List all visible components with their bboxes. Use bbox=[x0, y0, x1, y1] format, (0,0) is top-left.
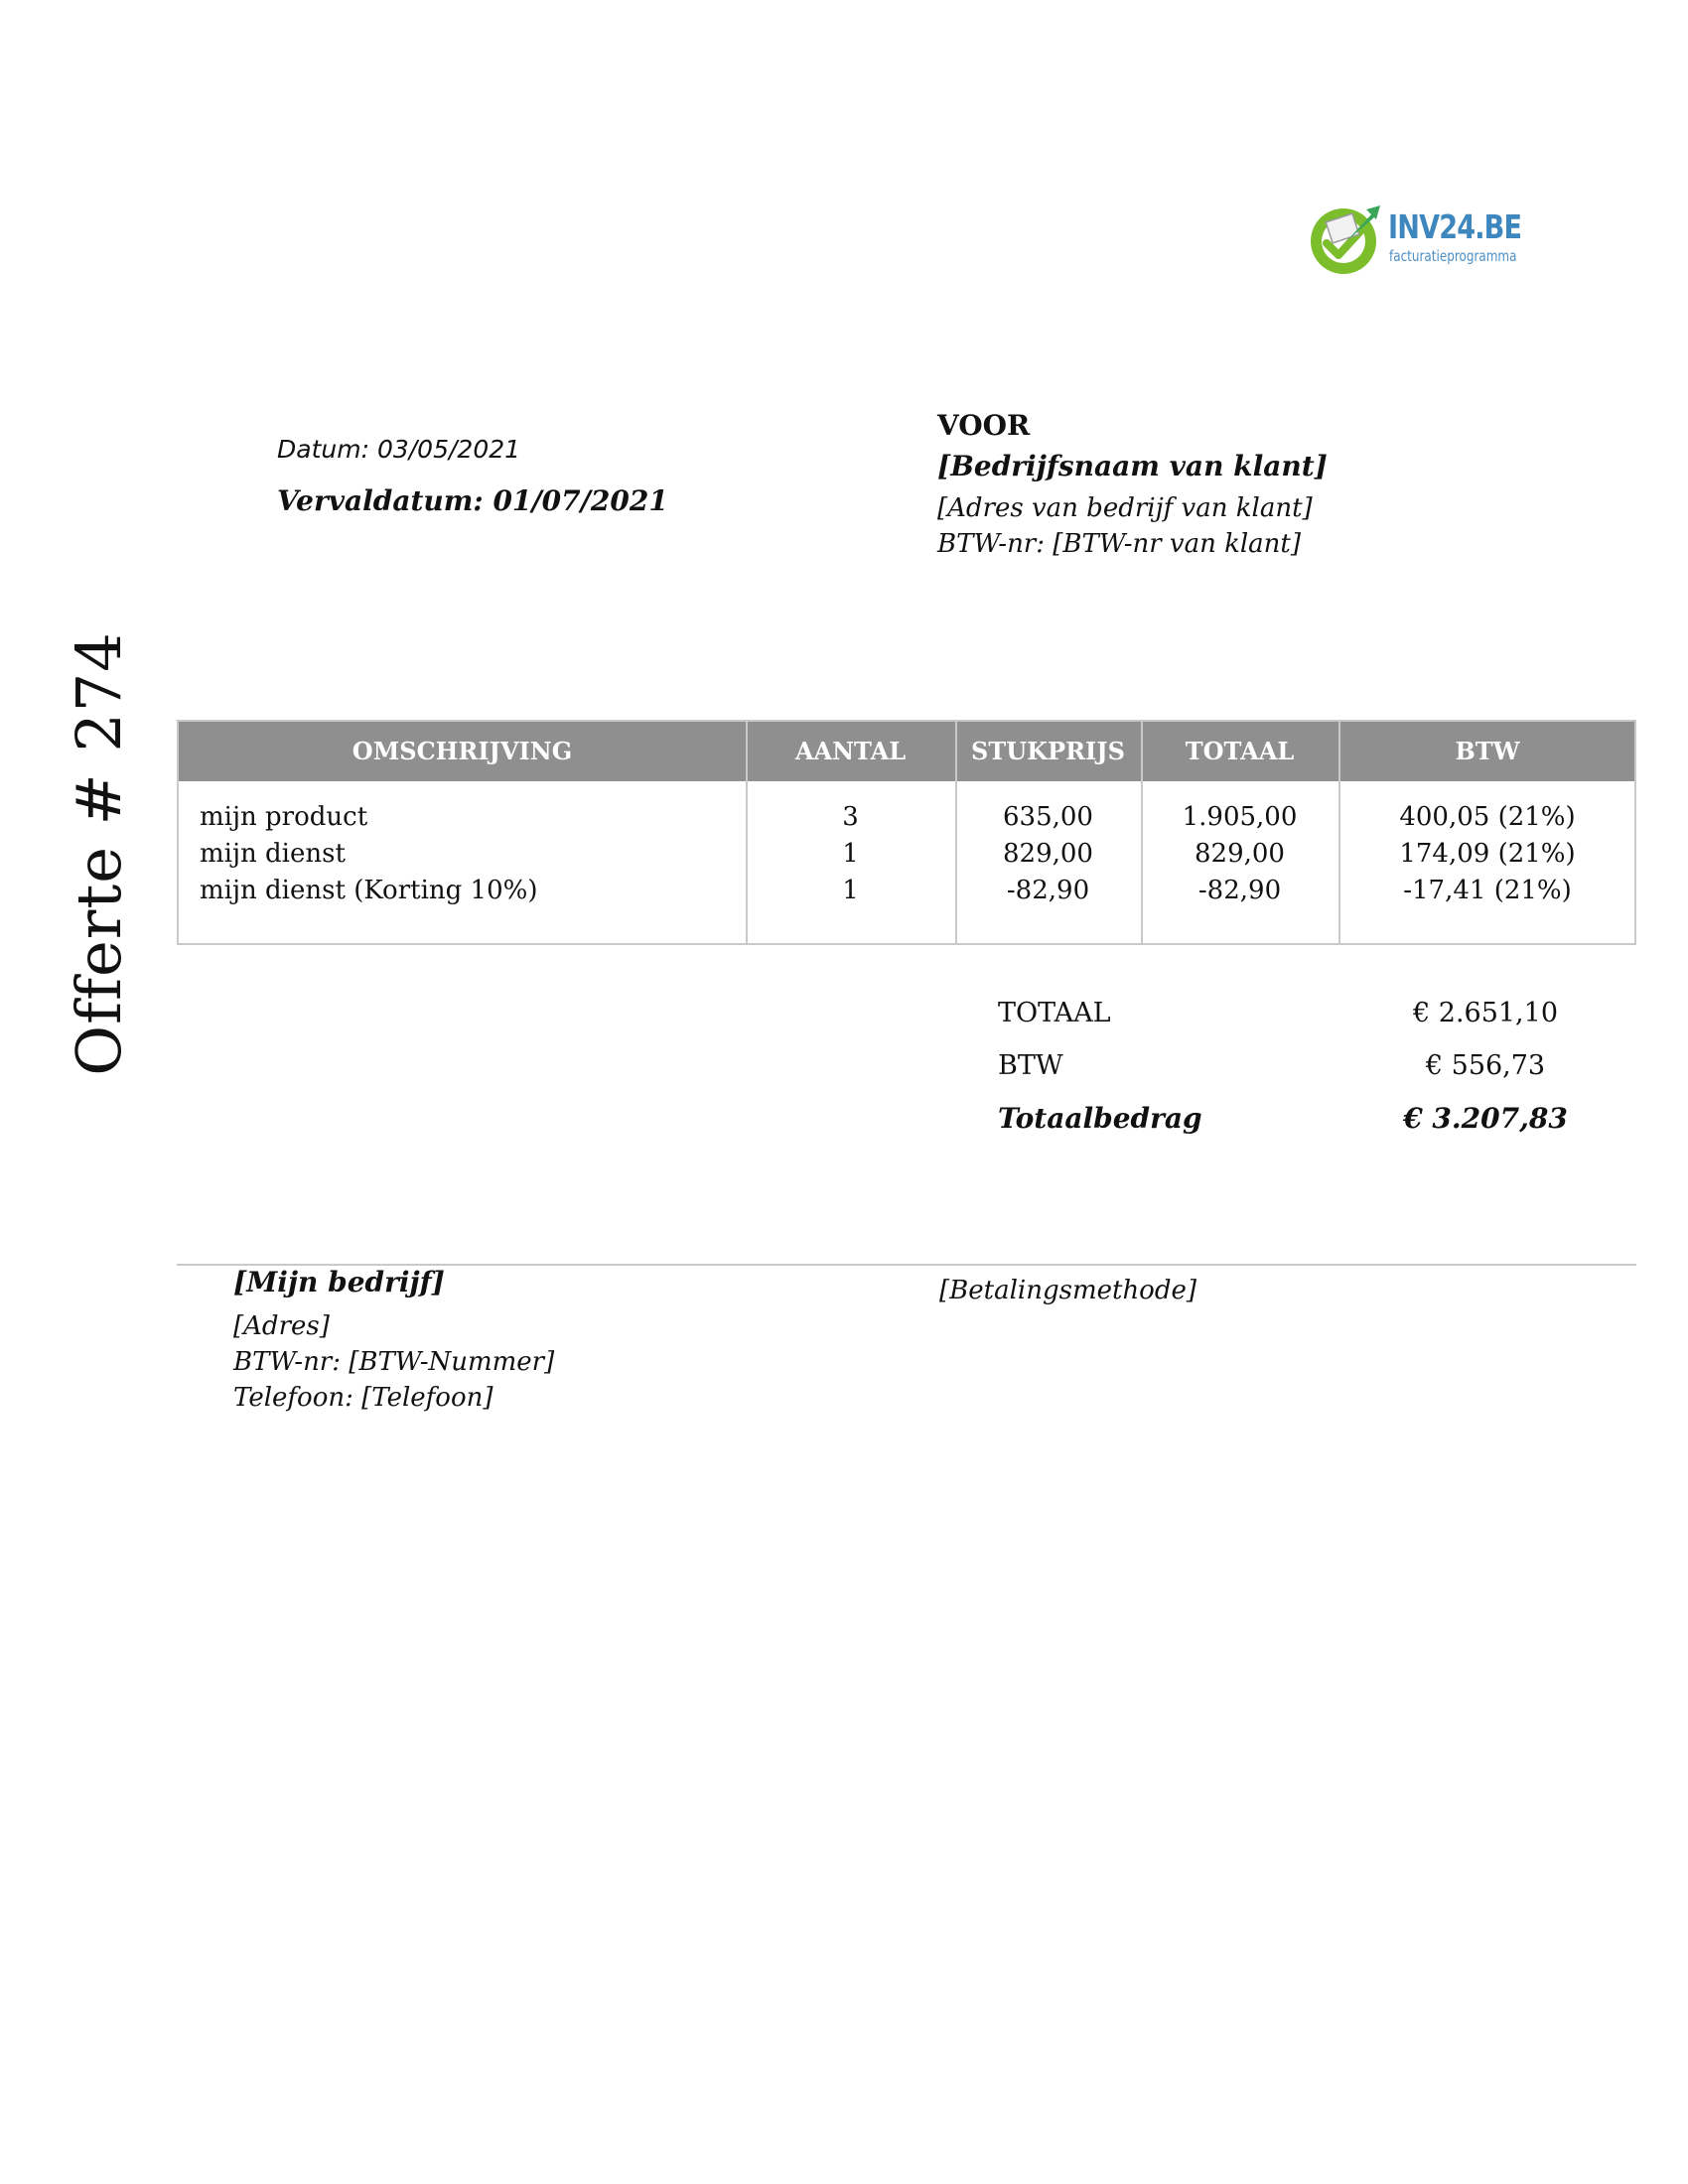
sender-phone: Telefoon: [Telefoon] bbox=[233, 1383, 493, 1413]
vat-total-label: BTW bbox=[998, 1050, 1063, 1081]
document-title: Offerte # 274 bbox=[63, 631, 135, 1076]
client-company: [Bedrijfsnaam van klant] bbox=[937, 450, 1328, 482]
header-total: TOTAAL bbox=[1185, 737, 1295, 765]
items-table bbox=[177, 720, 1636, 945]
grand-total-label: Totaalbedrag bbox=[998, 1102, 1202, 1135]
header-unit-price: STUKPRIJS bbox=[971, 737, 1125, 765]
sender-address: [Adres] bbox=[233, 1311, 330, 1341]
due-date: Vervaldatum: 01/07/2021 bbox=[277, 484, 668, 517]
row-description: mijn dienst (Korting 10%) bbox=[200, 876, 538, 905]
logo-name: INV24.BE bbox=[1388, 207, 1522, 246]
row-quantity: 1 bbox=[842, 876, 859, 905]
header-quantity: AANTAL bbox=[794, 737, 907, 765]
client-heading: VOOR bbox=[937, 409, 1031, 442]
payment-method: [Betalingsmethode] bbox=[939, 1276, 1197, 1305]
vat-total-value: € 556,73 bbox=[1425, 1050, 1546, 1081]
row-unit-price: -82,90 bbox=[1006, 876, 1090, 905]
sender-block bbox=[233, 1266, 554, 1416]
subtotal-value: € 2.651,10 bbox=[1413, 998, 1558, 1028]
company-logo bbox=[1309, 202, 1522, 281]
row-total: -82,90 bbox=[1197, 876, 1282, 905]
document-date: Datum: 03/05/2021 bbox=[277, 435, 521, 464]
logo-tagline: facturatieprogramma bbox=[1389, 247, 1517, 265]
grand-total-value: € 3.207,83 bbox=[1403, 1102, 1568, 1135]
row-vat: -17,41 (21%) bbox=[1403, 876, 1572, 905]
row-quantity: 3 bbox=[842, 802, 859, 832]
row-description: mijn dienst bbox=[200, 839, 346, 869]
row-unit-price: 635,00 bbox=[1003, 802, 1093, 832]
row-vat: 174,09 (21%) bbox=[1399, 839, 1576, 869]
sender-vat: BTW-nr: [BTW-Nummer] bbox=[233, 1347, 555, 1377]
row-unit-price: 829,00 bbox=[1003, 839, 1093, 869]
row-total: 1.905,00 bbox=[1182, 802, 1298, 832]
row-total: 829,00 bbox=[1195, 839, 1285, 869]
subtotal-label: TOTAAL bbox=[998, 998, 1111, 1028]
header-description: OMSCHRIJVING bbox=[352, 737, 573, 765]
row-quantity: 1 bbox=[842, 839, 859, 869]
logo-icon bbox=[1309, 202, 1388, 281]
client-vat: BTW-nr: [BTW-nr van klant] bbox=[937, 529, 1302, 559]
sender-company: [Mijn bedrijf] bbox=[233, 1266, 445, 1298]
client-block bbox=[937, 409, 1328, 562]
row-vat: 400,05 (21%) bbox=[1399, 802, 1576, 832]
header-vat: BTW bbox=[1455, 737, 1520, 765]
row-description: mijn product bbox=[200, 802, 368, 832]
client-address: [Adres van bedrijf van klant] bbox=[937, 493, 1313, 523]
